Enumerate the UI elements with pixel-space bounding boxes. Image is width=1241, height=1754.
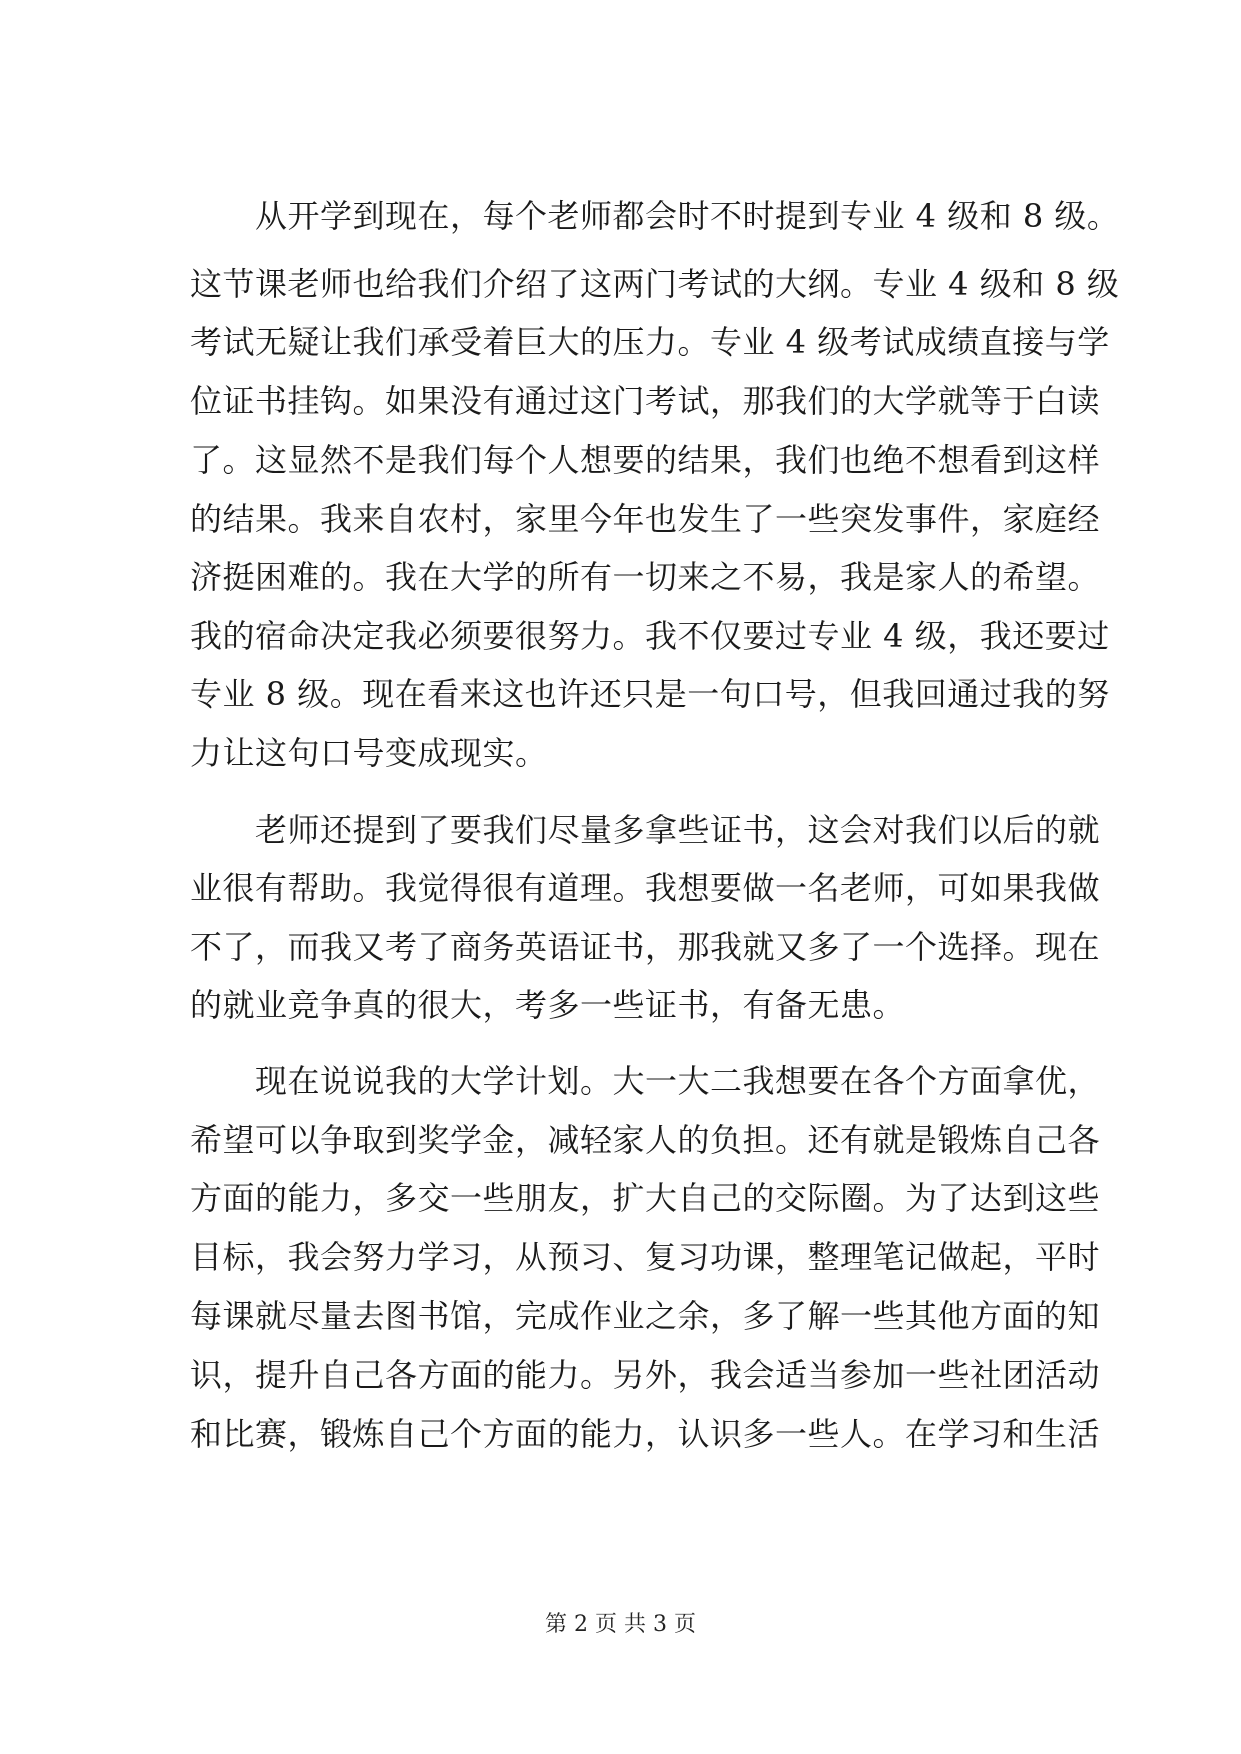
text-line-13: 不了，而我又考了商务英语证书，那我就又多了一个选择。现在 xyxy=(190,928,1101,966)
text-line-5: 了。这显然不是我们每个人想要的结果，我们也绝不想看到这样 xyxy=(190,441,1101,479)
text-line-7: 济挺困难的。我在大学的所有一切来之不易，我是家人的希望。 xyxy=(190,558,1101,596)
text-line-12: 业很有帮助。我觉得很有道理。我想要做一名老师，可如果我做 xyxy=(190,869,1101,907)
text-line-6: 的结果。我来自农村，家里今年也发生了一些突发事件，家庭经 xyxy=(190,500,1101,538)
text-line-21: 和比赛，锻炼自己个方面的能力，认识多一些人。在学习和生活 xyxy=(190,1415,1101,1453)
text-line-3: 考试无疑让我们承受着巨大的压力。专业 4 级考试成绩直接与学 xyxy=(190,323,1110,361)
text-line-20: 识，提升自己各方面的能力。另外，我会适当参加一些社团活动 xyxy=(190,1356,1101,1394)
text-line-11: 老师还提到了要我们尽量多拿些证书，这会对我们以后的就 xyxy=(190,811,1101,849)
page-number-footer: 第 2 页 共 3 页 xyxy=(545,1612,696,1637)
text-line-15: 现在说说我的大学计划。大一大二我想要在各个方面拿优， xyxy=(190,1062,1101,1100)
text-line-16: 希望可以争取到奖学金，减轻家人的负担。还有就是锻炼自己各 xyxy=(190,1121,1101,1159)
text-line-18: 目标，我会努力学习，从预习、复习功课，整理笔记做起，平时 xyxy=(190,1238,1101,1276)
text-line-1: 从开学到现在，每个老师都会时不时提到专业 4 级和 8 级。 xyxy=(190,197,1120,235)
text-line-14: 的就业竞争真的很大，考多一些证书，有备无患。 xyxy=(190,986,906,1024)
text-line-4: 位证书挂钩。如果没有通过这门考试，那我们的大学就等于白读 xyxy=(190,382,1101,420)
text-line-2: 这节课老师也给我们介绍了这两门考试的大纲。专业 4 级和 8 级 xyxy=(190,265,1120,303)
text-line-17: 方面的能力，多交一些朋友，扩大自己的交际圈。为了达到这些 xyxy=(190,1179,1101,1217)
text-line-8: 我的宿命决定我必须要很努力。我不仅要过专业 4 级，我还要过 xyxy=(190,617,1110,655)
text-line-9: 专业 8 级。现在看来这也许还只是一句口号，但我回通过我的努 xyxy=(190,675,1110,713)
text-line-10: 力让这句口号变成现实。 xyxy=(190,734,548,772)
text-line-19: 每课就尽量去图书馆，完成作业之余，多了解一些其他方面的知 xyxy=(190,1297,1101,1335)
